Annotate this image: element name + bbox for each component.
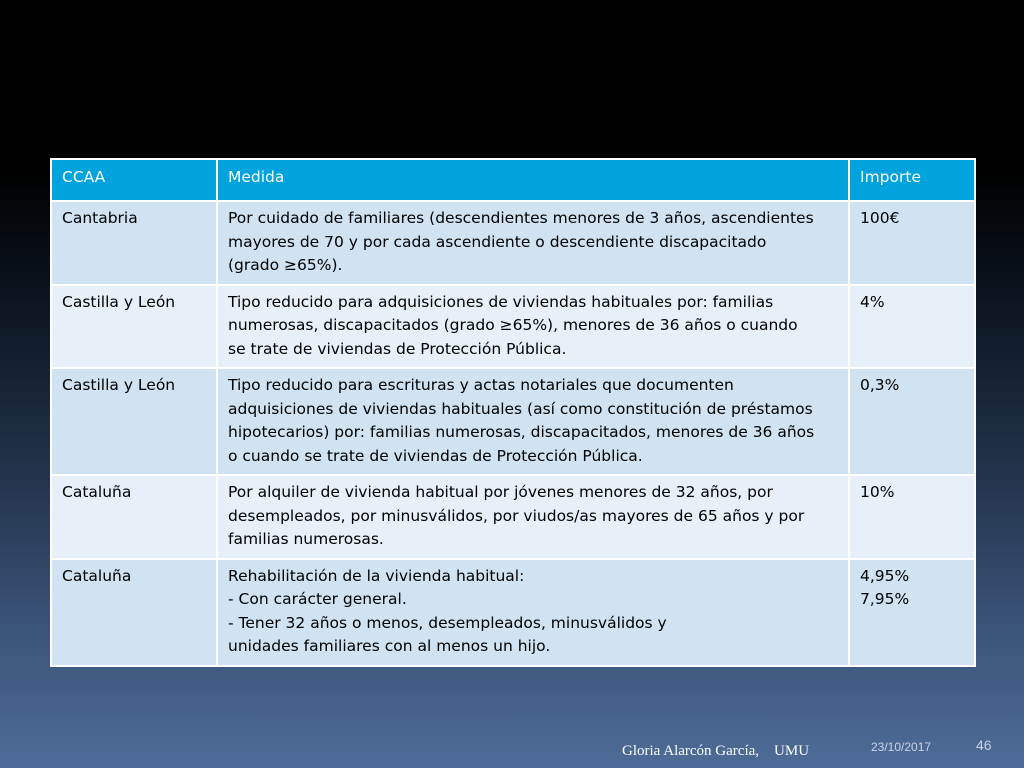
medida-line: se trate de viviendas de Protección Pública. xyxy=(228,339,567,358)
cell-importe xyxy=(849,475,975,559)
header-medida: Medida xyxy=(217,159,849,201)
footer-author: Gloria Alarcón García, UMU xyxy=(622,743,810,759)
importe-value: 0,3% xyxy=(860,376,900,394)
page-number: 46 xyxy=(976,737,992,753)
medida-line: unidades familiares con al menos un hijo. xyxy=(228,637,551,655)
medida-line: Por cuidado de familiares (descendientes menores de 3 años, ascendientes xyxy=(228,209,814,227)
medida-line: desempleados, por minusválidos, por viudos/as mayores de 65 años y por xyxy=(228,506,805,525)
table-row xyxy=(51,285,975,369)
medida-line: adquisiciones de viviendas habituales (así como constitución de préstamos xyxy=(228,399,813,418)
cell-medida xyxy=(217,368,849,475)
medida-line: mayores de 70 y por cada ascendiente o descendiente discapacitado xyxy=(228,232,767,251)
importe-value: 100€ xyxy=(860,209,900,227)
medida-line: familias numerosas. xyxy=(228,530,384,548)
header-ccaa: CCAA xyxy=(51,159,217,201)
cell-medida xyxy=(217,201,849,285)
medida-line: hipotecarios) por: familias numerosas, discapacitados, menores de 36 años xyxy=(228,423,815,441)
medida-line: Por alquiler de vivienda habitual por jóvenes menores de 32 años, por xyxy=(228,483,773,501)
cell-medida xyxy=(217,475,849,559)
cell-ccaa: Castilla y León xyxy=(51,368,217,475)
medida-line: - Tener 32 años o menos, desempleados, minusválidos y xyxy=(228,613,667,632)
importe-value: 10% xyxy=(860,483,895,501)
medida-line: Tipo reducido para adquisiciones de viviendas habituales por: familias xyxy=(228,292,774,311)
cell-medida xyxy=(217,285,849,369)
cell-ccaa: Cataluña xyxy=(51,475,217,559)
table-row xyxy=(51,475,975,559)
cell-ccaa: Castilla y León xyxy=(51,285,217,369)
table-row xyxy=(51,201,975,285)
medida-line: numerosas, discapacitados (grado ≥65%), menores de 36 años o cuando xyxy=(228,316,798,334)
importe-value: 4% xyxy=(860,292,885,311)
importe-value: 7,95% xyxy=(860,590,910,608)
medida-line: Rehabilitación de la vivienda habitual: xyxy=(228,566,525,585)
importe-value: 4,95% xyxy=(860,566,910,585)
cell-importe xyxy=(849,201,975,285)
table-header-row xyxy=(51,159,975,201)
header-importe: Importe xyxy=(849,159,975,201)
medida-line: Tipo reducido para escrituras y actas notariales que documenten xyxy=(228,376,734,394)
table-row xyxy=(51,368,975,475)
medida-line: o cuando se trate de viviendas de Protección Pública. xyxy=(228,446,643,465)
table-row xyxy=(51,559,975,666)
cell-ccaa: Cataluña xyxy=(51,559,217,666)
cell-importe xyxy=(849,559,975,666)
medida-line: (grado ≥65%). xyxy=(228,256,343,274)
medida-line: - Con carácter general. xyxy=(228,590,407,608)
cell-importe xyxy=(849,368,975,475)
cell-medida xyxy=(217,559,849,666)
cell-ccaa: Cantabria xyxy=(51,201,217,285)
footer-date: 23/10/2017 xyxy=(871,740,932,754)
cell-importe xyxy=(849,285,975,369)
measures-table xyxy=(50,158,976,667)
